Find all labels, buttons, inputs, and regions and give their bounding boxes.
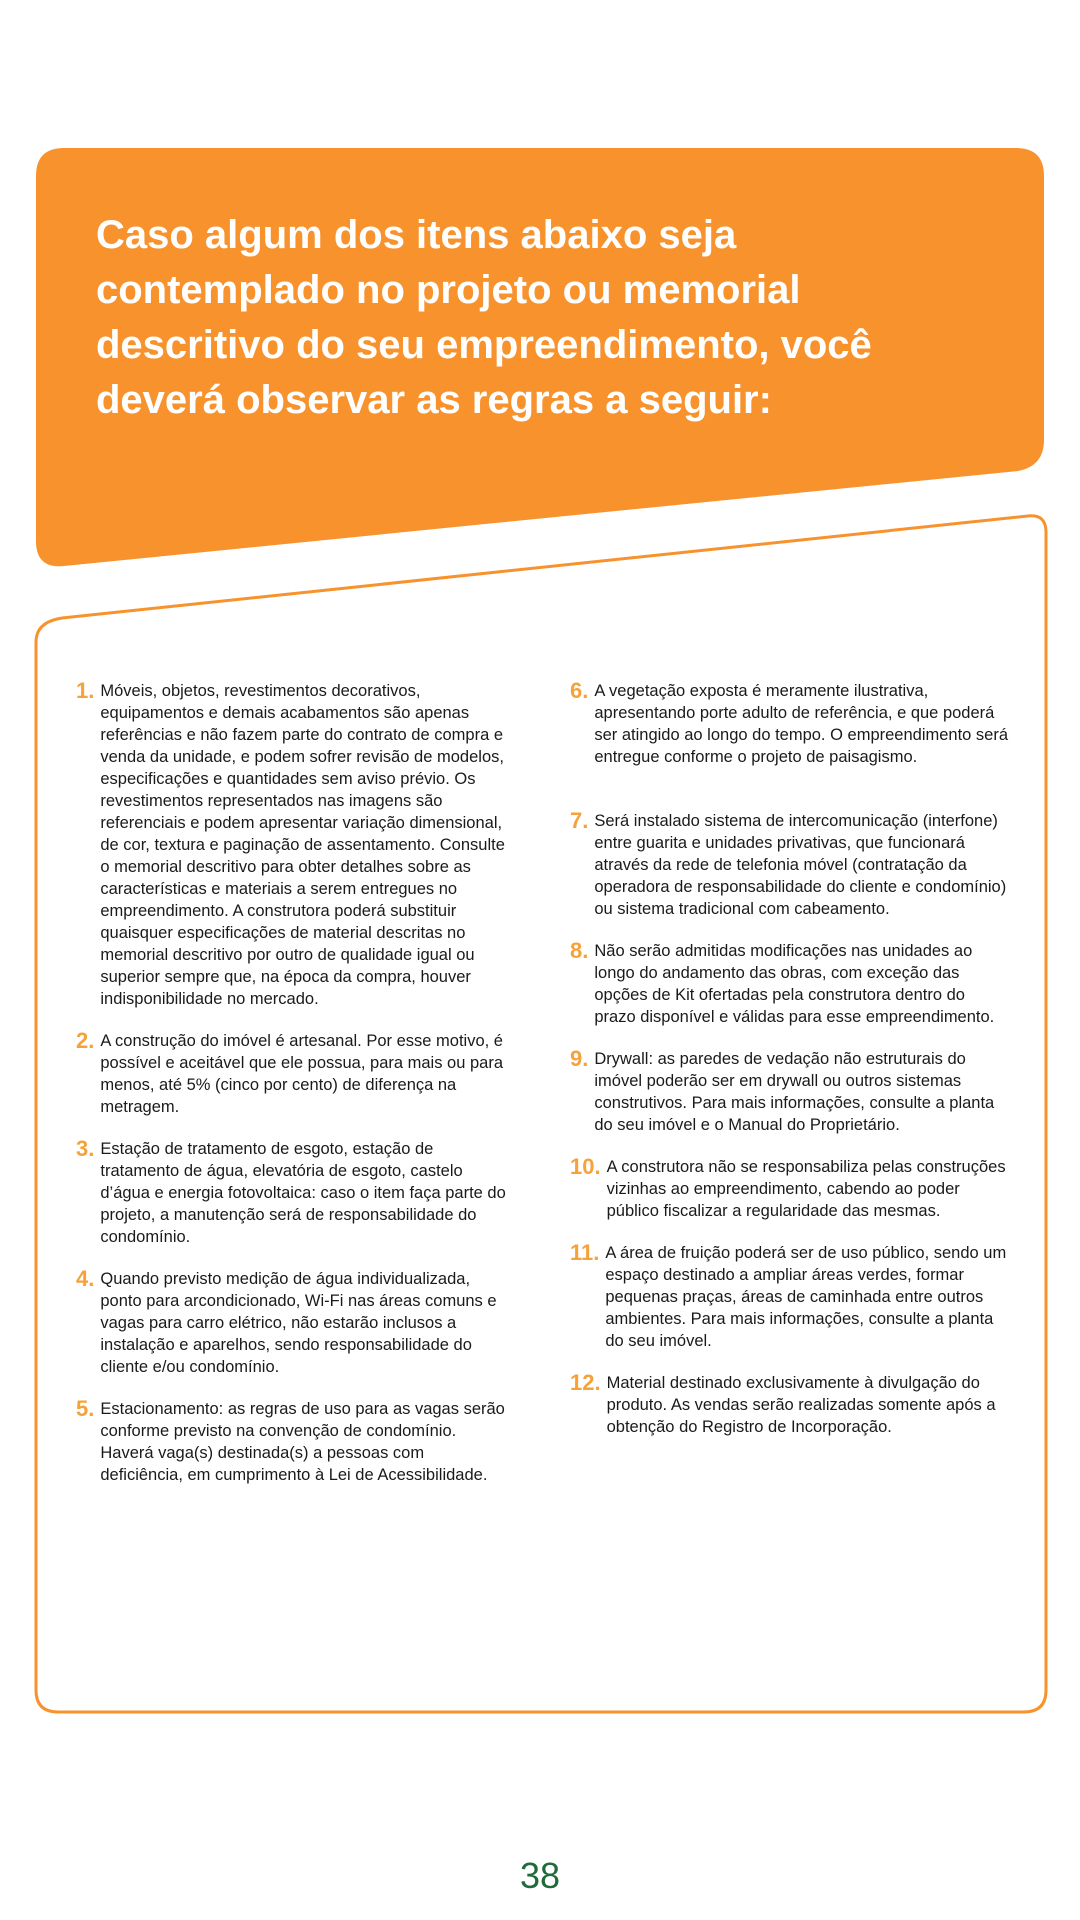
list-item (76, 1030, 506, 1118)
list-item (76, 1268, 506, 1378)
item-number: 8. (570, 938, 589, 963)
item-text: A construção do imóvel é artesanal. Por esse motivo, é possível e aceitável que ele possua, para mais ou para menos, até 5% (cinco por cento) de diferença na metragem. (100, 1032, 504, 1116)
item-text: Quando previsto medição de água individualizada, ponto para arcondicionado, Wi-Fi nas áreas comuns e vagas para carro elétrico, não estarão inclusos a instalação e aparelhos, sendo responsabilidade do cliente e/ou condomínio. (100, 1270, 497, 1376)
right-column (570, 680, 1010, 1438)
list-item (76, 680, 506, 1010)
item-number: 10. (570, 1154, 601, 1179)
item-text: Estacionamento: as regras de uso para as vagas serão conforme previsto na convenção de condomínio. Haverá vaga(s) destinada(s) a pessoas com deficiência, em cumprimento à Lei de Acessibilidade. (100, 1400, 505, 1484)
list-item (76, 1138, 506, 1248)
item-text: Será instalado sistema de intercomunicação (interfone) entre guarita e unidades privativas, que funcionará através da rede de telefonia móvel (contratação da operadora de responsabilidade do cliente e condomínio) ou sistema tradicional com cabeamento. (594, 812, 1007, 918)
list-item (570, 940, 1010, 1028)
left-column (76, 680, 506, 1486)
item-number: 1. (76, 678, 95, 703)
item-text: A área de fruição poderá ser de uso público, sendo um espaço destinado a ampliar áreas verdes, formar pequenas praças, áreas de caminhada entre outros ambientes. Para mais informações, consulte a planta do seu imóvel. (605, 1244, 1007, 1350)
item-number: 7. (570, 808, 589, 833)
list-item (570, 1372, 1010, 1438)
item-text: A construtora não se responsabiliza pelas construções vizinhas ao empreendimento, cabendo ao poder público fiscalizar a regularidade das mesmas. (606, 1158, 1006, 1220)
item-text: Estação de tratamento de esgoto, estação de tratamento de água, elevatória de esgoto, castelo d’água e energia fotovoltaica: caso o item faça parte do projeto, a manutenção será de responsabilidade do condomínio. (100, 1140, 506, 1246)
item-number: 6. (570, 678, 589, 703)
list-item (570, 810, 1010, 920)
list-item (76, 1398, 506, 1486)
item-number: 2. (76, 1028, 95, 1053)
list-item (570, 1156, 1010, 1222)
item-number: 11. (570, 1240, 600, 1265)
banner-title: Caso algum dos itens abaixo seja contemplado no projeto ou memorial descritivo do seu empreendimento, você deverá observar as regras a seguir: (96, 213, 872, 422)
item-text: A vegetação exposta é meramente ilustrativa, apresentando porte adulto de referência, e que poderá ser atingido ao longo do tempo. O empreendimento será entregue conforme o projeto de paisagismo. (594, 682, 1009, 766)
item-number: 9. (570, 1046, 589, 1071)
list-item (570, 1242, 1010, 1352)
page-number: 38 (519, 1855, 561, 1896)
item-text: Drywall: as paredes de vedação não estruturais do imóvel poderão ser em drywall ou outros sistemas construtivos. Para mais informações, consulte a planta do seu imóvel e o Manual do Proprietário. (594, 1050, 995, 1134)
item-text: Não serão admitidas modificações nas unidades ao longo do andamento das obras, com exceção das opções de Kit ofertadas pela construtora dentro do prazo disponível e válidas para esse empreendimento. (594, 942, 995, 1026)
item-text: Material destinado exclusivamente à divulgação do produto. As vendas serão realizadas somente após a obtenção do Registro de Incorporação. (606, 1374, 996, 1436)
item-number: 12. (570, 1370, 601, 1395)
list-item (570, 680, 1010, 768)
list-item (570, 1048, 1010, 1136)
item-number: 5. (76, 1396, 95, 1421)
item-number: 4. (76, 1266, 95, 1291)
item-text: Móveis, objetos, revestimentos decorativos, equipamentos e demais acabamentos são apenas referências e não fazem parte do contrato de compra e venda da unidade, e podem sofrer revisão de modelos, especificações e quantidades sem aviso prévio. Os revestimentos representados nas imagens são referenciais e podem apresentar variação dimensional, de cor, textura e paginação de assentamento. Consulte o memorial descritivo para obter detalhes sobre as características e materiais a serem entregues no empreendimento. A construtora poderá substituir quaisquer especificações de material descritas no memorial descritivo por outro de qualidade igual ou superior sempre que, na época da compra, houver indisponibilidade no mercado. (100, 682, 505, 1008)
header-banner (0, 0, 1080, 600)
item-number: 3. (76, 1136, 95, 1161)
